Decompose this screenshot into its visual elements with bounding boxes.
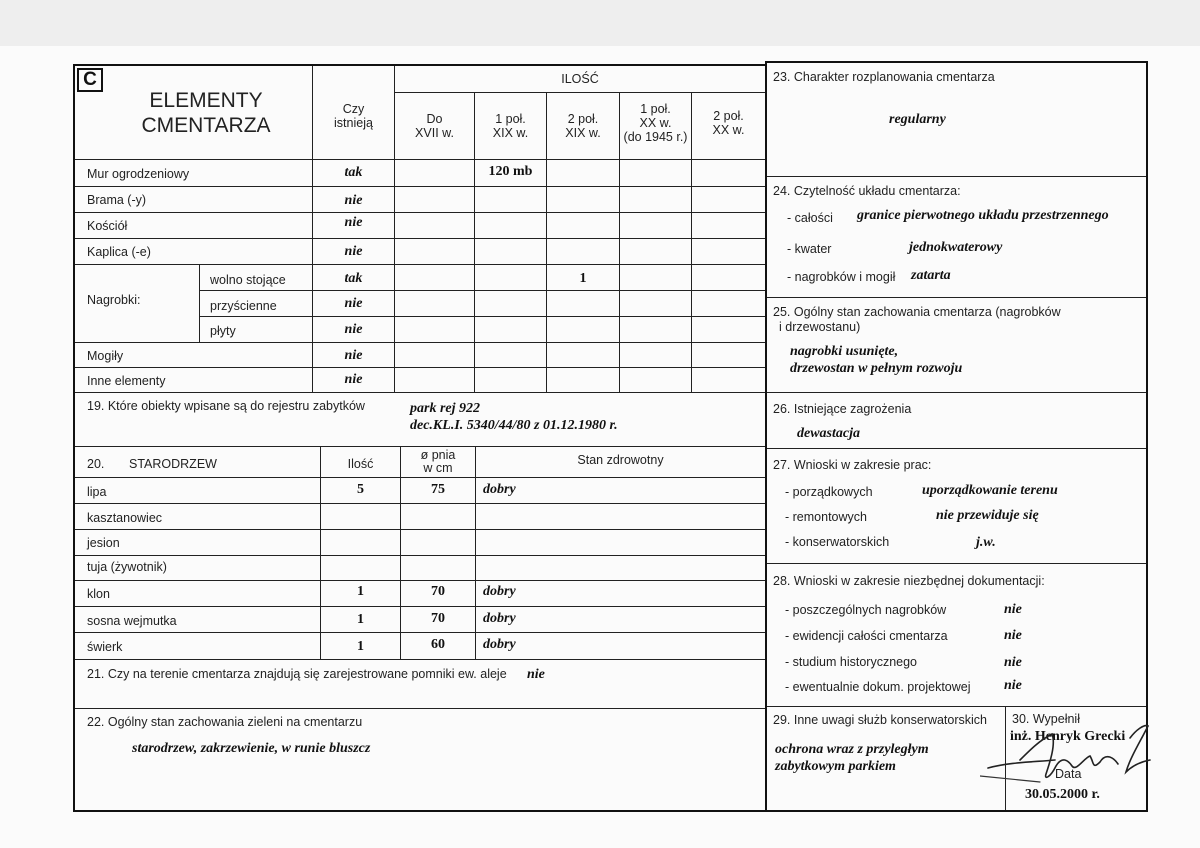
tree-qty: 1	[357, 584, 364, 599]
s21-value: nie	[527, 667, 545, 682]
s24-value: zatarta	[911, 268, 951, 283]
tree-name: lipa	[87, 485, 107, 499]
grid-line	[395, 92, 765, 93]
s28-value: nie	[1004, 655, 1022, 670]
row-value: tak	[344, 165, 363, 180]
header-quantity: ILOŚĆ	[561, 72, 599, 86]
grid-line	[75, 580, 765, 581]
grid-line	[400, 446, 401, 659]
tree-name: świerk	[87, 640, 123, 654]
section-badge: C	[77, 68, 103, 92]
s22-value: starodrzew, zakrzewienie, w runie bluszcz	[132, 741, 371, 756]
s20-col-diam: w cm	[423, 461, 453, 475]
s24-label: 24. Czytelność układu cmentarza:	[773, 184, 961, 198]
row-value: nie	[344, 215, 363, 230]
s27-value: nie przewiduje się	[936, 508, 1039, 523]
period-header: 1 poł.	[495, 112, 526, 126]
row-quantity: 120 mb	[488, 164, 533, 179]
signature-image	[980, 722, 1165, 792]
tree-health: dobry	[483, 611, 516, 626]
s28-sublabel: - studium historycznego	[785, 655, 918, 669]
grid-line	[75, 159, 765, 160]
tree-health: dobry	[483, 482, 516, 497]
tree-name: klon	[87, 587, 110, 601]
grid-line	[75, 708, 765, 709]
s25-label: 25. Ogólny stan zachowania cmentarza (nagrobków	[773, 305, 1061, 319]
period-header: XX w.	[712, 123, 745, 137]
period-header: XIX w.	[565, 126, 601, 140]
s29-label: 29. Inne uwagi służb konserwatorskich	[773, 713, 988, 727]
tree-health: dobry	[483, 584, 516, 599]
s29-value: ochrona wraz z przyległym	[775, 742, 929, 757]
s27-value: j.w.	[976, 535, 996, 550]
s20-title: STARODRZEW	[129, 457, 217, 471]
grid-line	[75, 659, 765, 660]
row-quantity: 1	[579, 271, 587, 286]
grid-line	[75, 367, 765, 368]
grid-line	[767, 448, 1146, 449]
scan-top-edge	[0, 0, 1200, 46]
s19-value: dec.KL.I. 5340/44/80 z 01.12.1980 r.	[410, 418, 618, 433]
tree-name: jesion	[87, 536, 120, 550]
s28-value: nie	[1004, 628, 1022, 643]
s30-name: inż. Henryk Grecki	[1010, 729, 1126, 744]
grid-line	[75, 606, 765, 607]
grid-line	[767, 392, 1146, 393]
s28-sublabel: - poszczególnych nagrobków	[785, 603, 947, 617]
s20-col-qty: Ilość	[347, 457, 374, 471]
row-sublabel: płyty	[210, 324, 236, 338]
row-value: nie	[344, 348, 363, 363]
row-value: nie	[344, 296, 363, 311]
grid-line	[767, 297, 1146, 298]
grid-line	[75, 529, 765, 530]
grid-line	[767, 176, 1146, 177]
s24-value: jednokwaterowy	[909, 240, 1003, 255]
grid-line	[767, 706, 1146, 707]
s26-value: dewastacja	[797, 426, 860, 441]
s23-value: regularny	[889, 112, 946, 127]
s20-col-diam: ø pnia	[420, 448, 456, 462]
period-header: XIX w.	[492, 126, 529, 140]
s24-sublabel: - całości	[787, 211, 833, 225]
period-header: XX w.	[639, 116, 672, 130]
s27-sublabel: - konserwatorskich	[785, 535, 890, 549]
s28-value: nie	[1004, 678, 1022, 693]
tree-qty: 5	[357, 482, 364, 497]
s25-label: i drzewostanu)	[779, 320, 861, 334]
row-value: nie	[344, 322, 363, 337]
row-value: tak	[344, 271, 363, 286]
tree-diam: 75	[431, 482, 445, 497]
row-sublabel: przyścienne	[210, 299, 277, 313]
s28-label: 28. Wnioski w zakresie niezbędnej dokumentacji:	[773, 574, 1045, 588]
grid-line	[75, 342, 765, 343]
s30-date: 30.05.2000 r.	[1025, 787, 1100, 802]
tree-health: dobry	[483, 637, 516, 652]
header-exists-line1: Czy	[342, 102, 365, 116]
grid-line	[199, 316, 765, 317]
title-line2: CMENTARZA	[141, 114, 271, 137]
s24-value: granice pierwotnego układu przestrzennego	[857, 208, 1109, 223]
row-value: nie	[344, 244, 363, 259]
tree-diam: 60	[431, 637, 445, 652]
grid-line	[199, 290, 765, 291]
s28-value: nie	[1004, 602, 1022, 617]
s22-label: 22. Ogólny stan zachowania zieleni na cmentarzu	[87, 715, 363, 729]
grid-line	[75, 555, 765, 556]
tree-name: kasztanowiec	[87, 511, 163, 525]
grid-line	[767, 563, 1146, 564]
s28-sublabel: - ewidencji całości cmentarza	[785, 629, 948, 643]
row-sublabel: wolno stojące	[210, 273, 286, 287]
row-label: Mogiły	[87, 349, 124, 363]
s19-label: 19. Które obiekty wpisane są do rejestru zabytków	[87, 399, 365, 413]
row-label: Brama (-y)	[87, 193, 147, 207]
s30-date-label: Data	[1055, 767, 1082, 781]
row-label: Kaplica (-e)	[87, 245, 151, 259]
row-value: nie	[344, 193, 363, 208]
s20-col-health: Stan zdrowotny	[577, 453, 664, 467]
s27-sublabel: - porządkowych	[785, 485, 873, 499]
period-header: 1 poł.	[640, 102, 671, 116]
grid-line	[75, 264, 765, 265]
s20-number: 20.	[87, 457, 105, 471]
tree-qty: 1	[357, 612, 364, 627]
tree-diam: 70	[431, 611, 445, 626]
grid-line	[199, 264, 200, 342]
row-label: Mur ogrodzeniowy	[87, 167, 190, 181]
grid-line	[75, 238, 765, 239]
tree-qty: 1	[357, 639, 364, 654]
grid-line	[75, 632, 765, 633]
period-header: Do	[426, 112, 443, 126]
tree-diam: 70	[431, 584, 445, 599]
title-line1: ELEMENTY	[149, 89, 263, 112]
s30-label: 30. Wypełnił	[1012, 712, 1080, 726]
s25-value: nagrobki usunięte,	[790, 344, 899, 359]
grid-line	[75, 477, 765, 478]
s27-value: uporządkowanie terenu	[922, 483, 1058, 498]
row-label: Nagrobki:	[87, 293, 141, 307]
grid-line	[75, 392, 765, 393]
grid-line	[691, 92, 692, 392]
grid-line	[75, 212, 765, 213]
s27-sublabel: - remontowych	[785, 510, 867, 524]
period-header: 2 poł.	[567, 112, 599, 126]
s27-label: 27. Wnioski w zakresie prac:	[773, 458, 932, 472]
period-header: XVII w.	[415, 126, 454, 140]
s24-sublabel: - nagrobków i mogił	[787, 270, 896, 284]
tree-name: sosna wejmutka	[87, 614, 177, 628]
s24-sublabel: - kwater	[787, 242, 832, 256]
grid-line	[75, 503, 765, 504]
row-label: Kościół	[87, 219, 128, 233]
grid-line	[75, 186, 765, 187]
s26-label: 26. Istniejące zagrożenia	[773, 402, 912, 416]
grid-line	[75, 446, 765, 447]
period-header: 2 poł.	[713, 109, 744, 123]
s19-value: park rej 922	[410, 401, 480, 416]
row-label: Inne elementy	[87, 374, 166, 388]
s23-label: 23. Charakter rozplanowania cmentarza	[773, 70, 995, 84]
s29-value: zabytkowym parkiem	[775, 759, 896, 774]
s21-label: 21. Czy na terenie cmentarza znajdują się zarejestrowane pomniki ew. aleje	[87, 667, 507, 681]
header-exists-line2: istnieją	[334, 116, 373, 130]
grid-line	[475, 446, 476, 659]
s28-sublabel: - ewentualnie dokum. projektowej	[785, 680, 971, 694]
s25-value: drzewostan w pełnym rozwoju	[790, 361, 963, 376]
row-value: nie	[344, 372, 363, 387]
tree-name: tuja (żywotnik)	[87, 560, 167, 574]
period-header: (do 1945 r.)	[623, 130, 688, 144]
